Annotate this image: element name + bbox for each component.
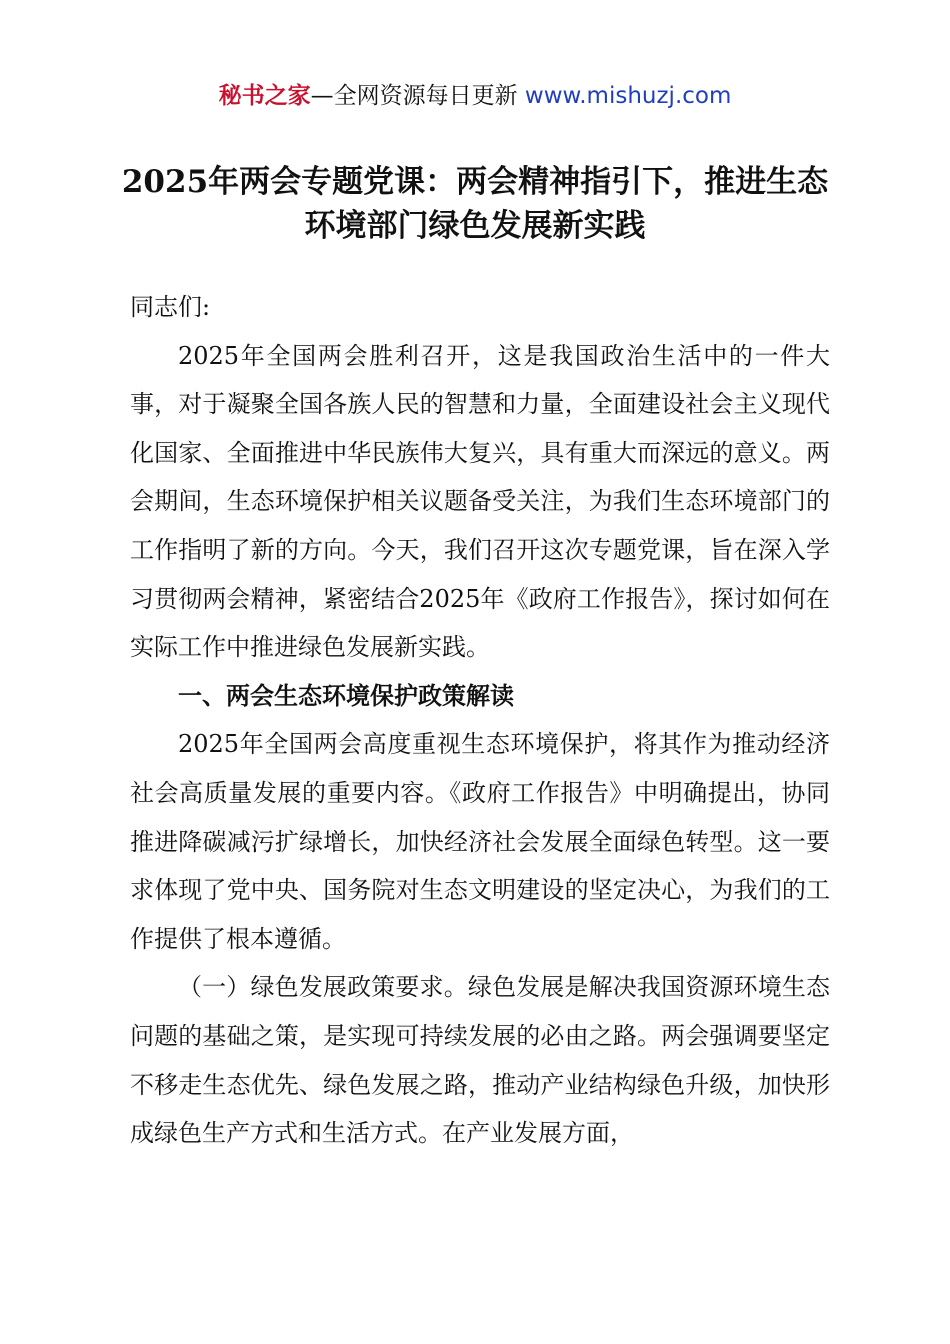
site-url-link[interactable]: www.mishuzj.com bbox=[524, 83, 732, 109]
paragraph-policy: 2025年全国两会高度重视生态环境保护，将其作为推动经济社会高质量发展的重要内容。《政府工作报告》中明确提出，协同推进降碳减污扩绿增长，加快经济社会发展全面绿色转型。这一要求体现了党中央、国务院对生态文明建设的坚定决心，为我们的工作提供了根本遵循。 bbox=[130, 730, 830, 953]
document-title: 2025年两会专题党课：两会精神指引下，推进生态环境部门绿色发展新实践 bbox=[121, 164, 829, 244]
paragraph-intro: 2025年全国两会胜利召开，这是我国政治生活中的一件大事，对于凝聚全国各族人民的智慧和力量，全面建设社会主义现代化国家、全面推进中华民族伟大复兴，具有重大而深远的意义。两会期间，生态环境保护相关议题备受关注，为我们生态环境部门的工作指明了新的方向。今天，我们召开这次专题党课，旨在深入学习贯彻两会精神，紧密结合2025年《政府工作报告》，探讨如何在实际工作中推进绿色发展新实践。 bbox=[130, 341, 830, 662]
site-brand: 秘书之家 bbox=[218, 83, 311, 109]
site-header bbox=[0, 78, 950, 114]
document-body bbox=[130, 283, 830, 1158]
section-heading: 一、两会生态环境保护政策解读 bbox=[178, 681, 514, 710]
paragraph-green-development: （一）绿色发展政策要求。绿色发展是解决我国资源环境生态问题的基础之策，是实现可持续发展的必由之路。两会强调要坚定不移走生态优先、绿色发展之路，推动产业结构绿色升级，加快形成绿色生产方式和生活方式。在产业发展方面， bbox=[130, 973, 830, 1148]
salutation: 同志们: bbox=[130, 293, 211, 321]
site-tagline: —全网资源每日更新 bbox=[310, 83, 525, 109]
